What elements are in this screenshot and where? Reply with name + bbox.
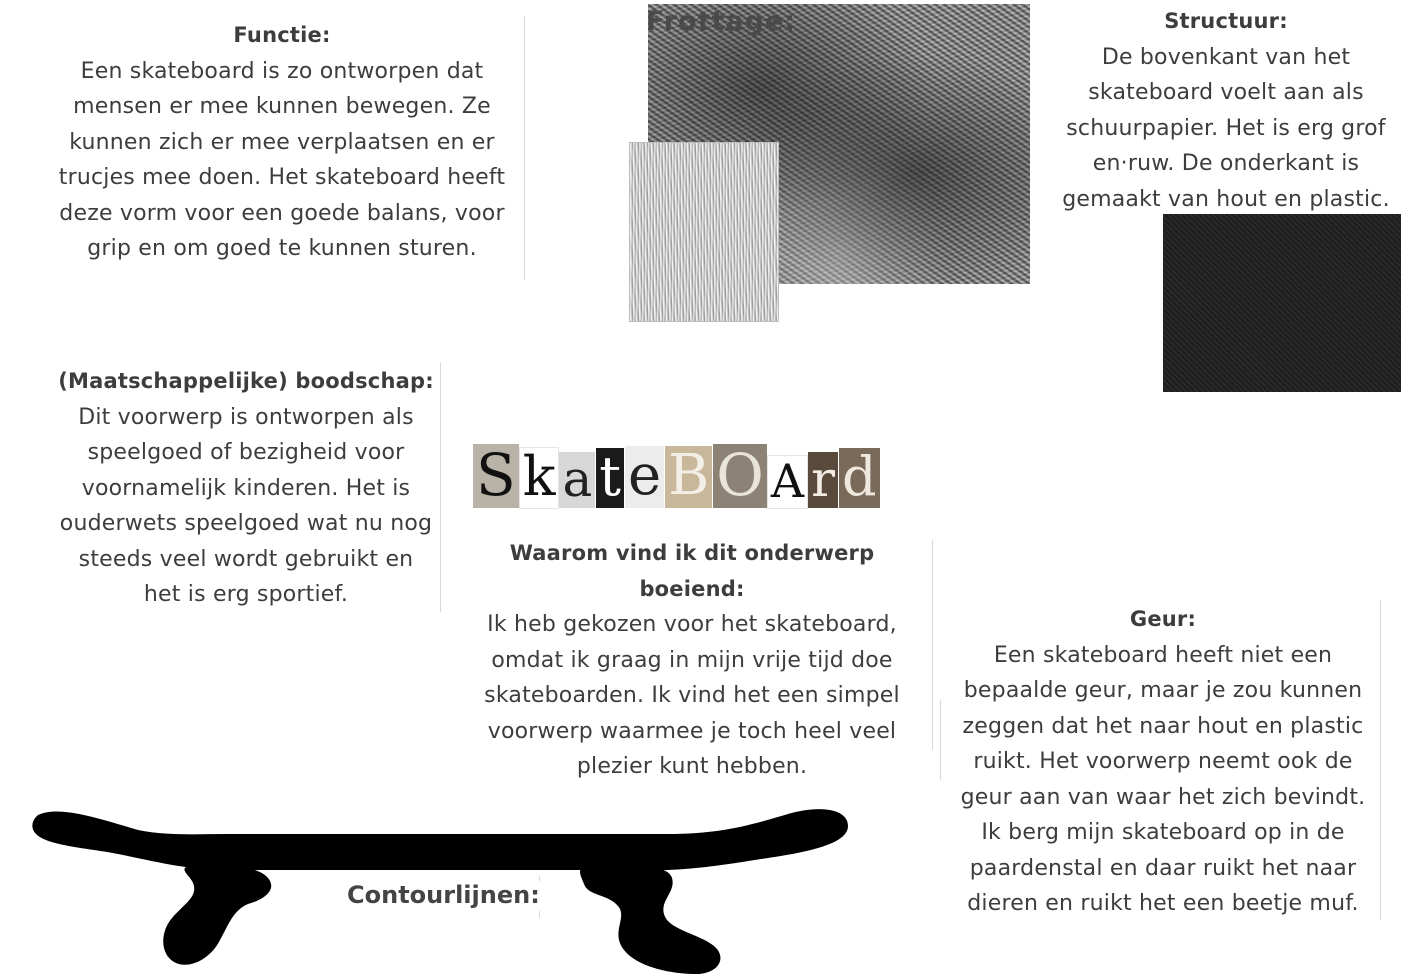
title-letter: e bbox=[625, 446, 664, 508]
boodschap-heading: (Maatschappelijke) boodschap: bbox=[58, 369, 434, 393]
functie-heading: Functie: bbox=[233, 23, 331, 47]
functie-section bbox=[40, 18, 524, 267]
structuur-rubbing-black bbox=[1163, 214, 1401, 392]
frottage-heading: Frottage: bbox=[646, 6, 797, 37]
structuur-heading: Structuur: bbox=[1164, 9, 1288, 33]
frottage-rubbing-light bbox=[630, 143, 778, 321]
title-letter: B bbox=[665, 446, 712, 508]
structuur-text: De bovenkant van het skateboard voelt aan als schuurpapier. Het is erg grof en·ruw. De onderkant is gemaakt van hout en plastic. bbox=[1062, 44, 1390, 212]
title-letter: d bbox=[839, 448, 880, 508]
title-letter: S bbox=[473, 444, 519, 508]
cutout-edge bbox=[932, 540, 933, 750]
title-letter: t bbox=[596, 448, 624, 508]
cutout-edge bbox=[1380, 600, 1381, 920]
structuur-section bbox=[1058, 4, 1394, 217]
skateboard-wheel-left bbox=[163, 865, 271, 964]
skateboard-deck bbox=[32, 809, 848, 870]
cutout-edge bbox=[524, 16, 525, 280]
functie-text: Een skateboard is zo ontworpen dat mensen er mee kunnen bewegen. Ze kunnen zich er mee verplaatsen en er trucjes mee doen. Het skateboard heeft deze vorm voor een goede balans, voor grip en om goed te kunnen sturen. bbox=[58, 58, 506, 261]
waarom-section bbox=[462, 536, 922, 785]
title-letter: k bbox=[520, 448, 559, 508]
boodschap-text: Dit voorwerp is ontworpen als speelgoed of bezigheid voor voornamelijk kinderen. Het is ouderwets speelgoed wat nu nog steeds veel wordt gebruikt en het is erg sportief. bbox=[59, 404, 433, 607]
cutout-edge bbox=[440, 362, 441, 612]
skateboard-wheel-right bbox=[580, 864, 720, 974]
geur-section bbox=[960, 602, 1366, 922]
geur-text: Een skateboard heeft niet een bepaalde geur, maar je zou kunnen zeggen dat het naar hout en plastic ruikt. Het voorwerp neemt ook de geur aan van waar het zich bevindt. Ik berg mijn skateboard op in de paardenstal en daar ruikt het naar dieren en ruikt het een beetje muf. bbox=[960, 642, 1366, 916]
title-letter: A bbox=[768, 456, 807, 508]
cutout-edge bbox=[940, 700, 941, 780]
title-cutout-letters bbox=[473, 441, 880, 509]
geur-heading: Geur: bbox=[1129, 607, 1197, 631]
contourlijnen-label: Contourlijnen: bbox=[345, 881, 544, 911]
waarom-text: Ik heb gekozen voor het skateboard, omdat ik graag in mijn vrije tijd doe skateboarden. Ik vind het een simpel voorwerp waarmee je toch heel veel plezier kunt hebben. bbox=[484, 612, 900, 779]
title-letter: a bbox=[559, 452, 595, 508]
boodschap-section bbox=[56, 364, 436, 613]
title-letter: r bbox=[808, 452, 838, 508]
waarom-heading: Waarom vind ik dit onderwerp boeiend: bbox=[509, 541, 875, 601]
title-letter: O bbox=[713, 444, 767, 508]
